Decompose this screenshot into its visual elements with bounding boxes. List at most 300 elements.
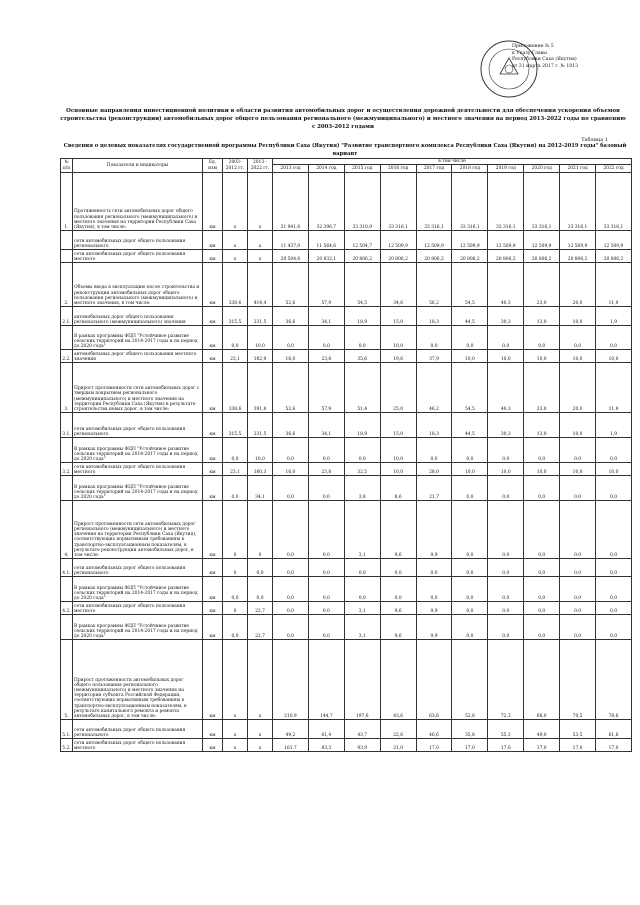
row-period-2013-2022: 22,7 [248, 602, 273, 615]
row-indicator: В рамках программы ФЦП "Устойчивое развитие сельских территорий на 2014-2017 годы и на период до 2020 года" [73, 577, 203, 602]
row-year-value: 0,0 [344, 559, 380, 577]
row-year-value: 9,9 [416, 615, 452, 640]
row-year-value: 33 310,9 [344, 173, 380, 231]
table-row [61, 640, 632, 720]
row-indicator: сети автомобильных дорог общего пользования регионального [73, 559, 203, 577]
row-year-value: 54,5 [452, 263, 488, 307]
row-number: 1. [61, 173, 73, 231]
row-year-value: 8,6 [380, 476, 416, 501]
row-year-value: 40,3 [488, 263, 524, 307]
row-year-value: 0,0 [344, 577, 380, 602]
row-year-value: 30,3 [488, 307, 524, 326]
row-year-value: 13,0 [524, 307, 560, 326]
row-number: 2. [61, 263, 73, 307]
table-row [61, 463, 632, 476]
row-year-value: 12 504,7 [344, 231, 380, 250]
row-period-2013-2022: х [248, 720, 273, 739]
row-year-value: 0,0 [273, 577, 309, 602]
header-year: 2017 год [416, 165, 452, 173]
row-unit: км [203, 577, 223, 602]
row-year-value: 16,0 [273, 463, 309, 476]
table-row [61, 438, 632, 463]
document-title: Основные направления инвестиционной политики в области развития автомобильных дорог и осуществления дорожной деятельности для обеспечения ускорения объемов строительства (реконструкции) автомобильных дорог общего пользования регионального (межмуниципального) и местного значения на период 2013-2022 годы по сравнению с 2003-2012 годами [60, 108, 626, 130]
row-year-value: 0,0 [524, 615, 560, 640]
row-number [61, 577, 73, 602]
row-year-value: 0,0 [452, 602, 488, 615]
row-year-value: 0,0 [488, 476, 524, 501]
row-year-value: 0,0 [488, 438, 524, 463]
row-year-value: 33 316,1 [452, 173, 488, 231]
row-indicator: сети автомобильных дорог общего пользования регионального [73, 413, 203, 438]
row-year-value: 18,3 [416, 307, 452, 326]
row-year-value: 0,0 [308, 501, 344, 559]
row-indicator: автомобильных дорог общего пользования регионального (межмуниципального) значения [73, 307, 203, 326]
row-indicator: Прирост протяженности сети автомобильных дорог с твердым покрытием регионального (межмуниципального) и местного значения на территории Республики Саха (Якутия) в результате строительства новых дорог, в том числе: [73, 363, 203, 413]
row-period-2003-2012: 338,6 [223, 263, 248, 307]
row-number [61, 250, 73, 263]
header-unit: Ед. изм [203, 159, 223, 173]
row-indicator: Протяженность сети автомобильных дорог общего пользования регионального (межмуниципального) и местного значения на территории Республики Саха (Якутия), в том числе: [73, 173, 203, 231]
row-unit: км [203, 363, 223, 413]
row-year-value: 9,6 [380, 501, 416, 559]
row-year-value: 20 806,2 [380, 250, 416, 263]
row-period-2013-2022: х [248, 231, 273, 250]
row-year-value: 12 509,9 [416, 231, 452, 250]
row-period-2003-2012: 0 [223, 559, 248, 577]
row-unit: км [203, 739, 223, 752]
row-year-value: 0,0 [560, 326, 596, 350]
row-number [61, 326, 73, 350]
row-year-value: 83,3 [308, 739, 344, 752]
row-indicator: Прирост протяженности автомобильных дорог общего пользования регионального (межмуниципального) и местного значения на территории субъекта Российской Федерации, соответствующих нормативным требованиям к транспортно-эксплуатационным показателям, в результате капитального ремонта и ремонта автомобильных дорог, в том числе: [73, 640, 203, 720]
row-period-2013-2022: 22,7 [248, 615, 273, 640]
row-year-value: 0,0 [273, 559, 309, 577]
table-row [61, 326, 632, 350]
row-indicator: сети автомобильных дорог общего пользования местного [73, 739, 203, 752]
row-unit: км [203, 413, 223, 438]
row-year-value: 20 504,6 [273, 250, 309, 263]
row-year-value: 0,0 [560, 577, 596, 602]
row-year-value: 28,0 [416, 463, 452, 476]
table-row [61, 250, 632, 263]
row-indicator: сети автомобильных дорог общего пользования местного [73, 463, 203, 476]
row-unit: км [203, 501, 223, 559]
row-year-value: 0,0 [308, 326, 344, 350]
row-year-value: 9,9 [416, 602, 452, 615]
row-indicator: сети автомобильных дорог общего пользования местного [73, 602, 203, 615]
row-year-value: 1,9 [596, 307, 632, 326]
row-number [61, 438, 73, 463]
row-period-2013-2022: 231,5 [248, 413, 273, 438]
row-number [61, 476, 73, 501]
row-year-value: 21,7 [416, 476, 452, 501]
row-period-2003-2012: 0,0 [223, 326, 248, 350]
row-year-value: 10,0 [380, 438, 416, 463]
table-row [61, 720, 632, 739]
row-year-value: 0,0 [524, 476, 560, 501]
row-period-2003-2012: 338,6 [223, 363, 248, 413]
row-year-value: 32,5 [344, 463, 380, 476]
row-year-value: 0,0 [308, 602, 344, 615]
row-year-value: 54,5 [452, 363, 488, 413]
header-year: 2013 год [273, 165, 309, 173]
row-indicator: сети автомобильных дорог общего пользования регионального [73, 720, 203, 739]
row-year-value: 46,2 [416, 363, 452, 413]
row-year-value: 10,0 [596, 463, 632, 476]
row-year-value: 10,0 [452, 350, 488, 363]
row-year-value: 46,6 [416, 720, 452, 739]
row-indicator: В рамках программы ФЦП "Устойчивое развитие сельских территорий на 2014-2017 годы и на период до 2020 года" [73, 438, 203, 463]
row-unit: км [203, 263, 223, 307]
row-unit: км [203, 173, 223, 231]
row-year-value: 43,7 [344, 720, 380, 739]
approval-line: к Указу Главы [512, 50, 547, 56]
row-year-value: 0,0 [273, 615, 309, 640]
row-year-value: 9,9 [416, 501, 452, 559]
row-year-value: 0,0 [452, 559, 488, 577]
row-indicator: Прирост протяженности сети автомобильных дорог регионального (межмуниципального) и местного значения на территории Республики Саха (Якутия), соответствующих нормативным требованиям к транспортно-эксплуатационным показателям, в результате реконструкции автомобильных дорог, в том числе: [73, 501, 203, 559]
row-indicator: В рамках программы ФЦП "Устойчивое развитие сельских территорий на 2014-2017 годы и на период до 2020 года" [73, 476, 203, 501]
row-year-value: 0,0 [560, 476, 596, 501]
row-year-value: 23,0 [524, 363, 560, 413]
row-year-value: 0,0 [380, 577, 416, 602]
row-year-value: 70,5 [560, 640, 596, 720]
row-year-value: 57,9 [308, 263, 344, 307]
row-year-value: 33 316,1 [416, 173, 452, 231]
row-number: 5. [61, 640, 73, 720]
row-year-value: 35,6 [344, 350, 380, 363]
row-period-2003-2012: 0 [223, 602, 248, 615]
row-year-value: 19,6 [380, 350, 416, 363]
table-title: Сведения о целевых показателях государственной программы Республики Саха (Якутия) "Развитие транспортного комплекса Республики Саха (Якутия) на 2012-2019 годы" базовый вариант [63, 143, 627, 157]
row-year-value: 0,0 [416, 577, 452, 602]
row-year-value: 33 316,1 [524, 173, 560, 231]
table-row [61, 739, 632, 752]
table-row [61, 413, 632, 438]
row-year-value: 0,0 [273, 326, 309, 350]
header-year: 2022 год [596, 165, 632, 173]
row-year-value: 20 806,2 [416, 250, 452, 263]
row-year-value: 23,8 [308, 463, 344, 476]
row-year-value: 17,0 [416, 739, 452, 752]
row-period-2003-2012: х [223, 720, 248, 739]
row-year-value: 44,5 [452, 413, 488, 438]
row-year-value: 0,0 [596, 602, 632, 615]
row-year-value: 63,6 [416, 640, 452, 720]
row-year-value: 43,6 [380, 640, 416, 720]
row-year-value: 35,8 [452, 720, 488, 739]
row-number [61, 615, 73, 640]
row-year-value: 144,7 [308, 640, 344, 720]
row-year-value: 0,0 [524, 559, 560, 577]
row-year-value: 210,9 [273, 640, 309, 720]
table-row [61, 476, 632, 501]
row-period-2013-2022: 10,0 [248, 438, 273, 463]
row-year-value: 40,3 [488, 363, 524, 413]
table-number: Таблица 1 [581, 137, 608, 143]
row-unit: км [203, 720, 223, 739]
header-year: 2014 год [308, 165, 344, 173]
row-unit: км [203, 476, 223, 501]
row-year-value: 57,9 [308, 363, 344, 413]
row-unit: км [203, 250, 223, 263]
row-year-value: 0,0 [488, 501, 524, 559]
row-period-2003-2012: х [223, 173, 248, 231]
row-year-value: 0,0 [560, 438, 596, 463]
row-year-value: 3,1 [344, 602, 380, 615]
row-year-value: 0,0 [416, 438, 452, 463]
row-year-value: 10,0 [560, 463, 596, 476]
header-period-2013-2022: 2013 - 2022 гг. [248, 159, 273, 173]
table-row [61, 350, 632, 363]
row-year-value: 16,0 [273, 350, 309, 363]
approval-line: Приложение № 5 [512, 44, 554, 49]
row-number: 3.2. [61, 463, 73, 476]
row-number: 3.1. [61, 413, 73, 438]
row-year-value: 17,0 [596, 739, 632, 752]
row-period-2013-2022: х [248, 173, 273, 231]
row-year-value: 12 509,9 [560, 231, 596, 250]
row-year-value: 20 806,2 [560, 250, 596, 263]
row-year-value: 12 509,9 [524, 231, 560, 250]
row-period-2013-2022: х [248, 640, 273, 720]
row-year-value: 20 832,1 [308, 250, 344, 263]
row-year-value: 1,9 [596, 413, 632, 438]
table-row [61, 577, 632, 602]
row-period-2013-2022: 182,9 [248, 350, 273, 363]
row-year-value: 0,0 [416, 326, 452, 350]
row-year-value: 10,0 [560, 413, 596, 438]
row-year-value: 0,0 [524, 326, 560, 350]
row-year-value: 61,4 [308, 720, 344, 739]
row-year-value: 20 806,2 [524, 250, 560, 263]
row-year-value: 0,0 [488, 326, 524, 350]
row-number: 5.2. [61, 739, 73, 752]
row-period-2013-2022: 10,0 [248, 326, 273, 350]
row-year-value: 0,0 [344, 326, 380, 350]
row-year-value: 20,0 [560, 363, 596, 413]
row-year-value: 23,8 [308, 350, 344, 363]
row-year-value: 10,0 [488, 350, 524, 363]
row-period-2013-2022: 0 [248, 501, 273, 559]
row-year-value: 22,6 [380, 720, 416, 739]
row-year-value: 12 509,9 [596, 231, 632, 250]
row-year-value: 0,0 [273, 438, 309, 463]
row-year-value: 3,1 [344, 615, 380, 640]
row-year-value: 17,0 [524, 739, 560, 752]
approval-line: от 31 марта 2017 г. № 1813 [512, 63, 579, 69]
row-number: 4.2. [61, 602, 73, 615]
row-year-value: 10,0 [524, 350, 560, 363]
table-row [61, 231, 632, 250]
table-row [61, 173, 632, 231]
row-year-value: 20 806,2 [488, 250, 524, 263]
row-year-value: 3,8 [344, 476, 380, 501]
header-year: 2020 год [524, 165, 560, 173]
row-year-value: 20 806,2 [344, 250, 380, 263]
row-year-value: 33 316,1 [488, 173, 524, 231]
row-year-value: 0,0 [596, 326, 632, 350]
approval-block [512, 44, 634, 70]
row-year-value: 13,0 [524, 413, 560, 438]
row-period-2013-2022: 34,1 [248, 476, 273, 501]
row-year-value: 34,1 [308, 307, 344, 326]
row-year-value: 34,1 [308, 413, 344, 438]
row-year-value: 49,0 [524, 720, 560, 739]
table-row [61, 559, 632, 577]
row-year-value: 33 316,1 [560, 173, 596, 231]
row-year-value: 33 316,1 [380, 173, 416, 231]
header-year: 2019 год [488, 165, 524, 173]
row-indicator: В рамках программы ФЦП "Устойчивое развитие сельских территорий на 2014-2017 годы и на период до 2020 года" [73, 615, 203, 640]
row-number: 3. [61, 363, 73, 413]
row-year-value: 56,2 [416, 263, 452, 307]
row-year-value: 17,0 [560, 739, 596, 752]
row-number [61, 231, 73, 250]
row-year-value: 23,0 [524, 263, 560, 307]
row-period-2013-2022: 160,3 [248, 463, 273, 476]
row-year-value: 78,6 [596, 640, 632, 720]
row-year-value: 49,2 [273, 720, 309, 739]
row-year-value: 0,0 [273, 476, 309, 501]
row-year-value: 32 396,7 [308, 173, 344, 231]
row-year-value: 11 564,6 [308, 231, 344, 250]
row-number: 2.2. [61, 350, 73, 363]
row-year-value: 161,7 [273, 739, 309, 752]
row-year-value: 0,0 [560, 615, 596, 640]
row-year-value: 17,0 [452, 739, 488, 752]
row-year-value: 0,0 [273, 602, 309, 615]
row-year-value: 0,0 [596, 476, 632, 501]
row-year-value: 18,9 [344, 413, 380, 438]
row-year-value: 31 941,6 [273, 173, 309, 231]
header-num: № п/п [61, 159, 73, 173]
row-period-2003-2012: 315,5 [223, 413, 248, 438]
row-year-value: 0,0 [308, 577, 344, 602]
header-period-2003-2012: 2003-2012 гг. [223, 159, 248, 173]
row-period-2003-2012: 0,0 [223, 438, 248, 463]
row-year-value: 0,0 [452, 577, 488, 602]
row-year-value: 11,9 [596, 263, 632, 307]
row-year-value: 0,0 [524, 577, 560, 602]
row-year-value: 0,0 [308, 559, 344, 577]
row-year-value: 0,0 [596, 501, 632, 559]
row-year-value: 11 437,0 [273, 231, 309, 250]
table-row [61, 363, 632, 413]
row-number: 4.1. [61, 559, 73, 577]
row-year-value: 17,0 [488, 739, 524, 752]
header-year: 2016 год [380, 165, 416, 173]
row-year-value: 3,1 [344, 501, 380, 559]
row-year-value: 20 806,2 [596, 250, 632, 263]
table-row [61, 263, 632, 307]
row-period-2003-2012: 23,1 [223, 350, 248, 363]
row-year-value: 52,6 [273, 363, 309, 413]
row-year-value: 9,6 [380, 602, 416, 615]
row-year-value: 12 509,9 [380, 231, 416, 250]
row-year-value: 52,8 [452, 640, 488, 720]
row-year-value: 0,0 [488, 615, 524, 640]
header-year: 2018 год [452, 165, 488, 173]
row-year-value: 0,0 [596, 559, 632, 577]
row-year-value: 0,0 [452, 501, 488, 559]
row-year-value: 0,0 [488, 559, 524, 577]
row-year-value: 15,0 [380, 413, 416, 438]
row-year-value: 10,0 [596, 350, 632, 363]
row-unit: км [203, 463, 223, 476]
row-year-value: 72,3 [488, 640, 524, 720]
row-number: 4. [61, 501, 73, 559]
row-period-2013-2022: х [248, 739, 273, 752]
row-year-value: 0,0 [524, 438, 560, 463]
row-unit: км [203, 326, 223, 350]
row-indicator: В рамках программы ФЦП "Устойчивое развитие сельских территорий на 2014-2017 годы и на период до 2020 года" [73, 326, 203, 350]
row-year-value: 0,0 [596, 438, 632, 463]
table-row [61, 307, 632, 326]
header-name: Показатели и индикаторы [73, 159, 203, 173]
row-year-value: 0,0 [452, 438, 488, 463]
row-unit: км [203, 615, 223, 640]
row-indicator: автомобильных дорог общего пользования местного значения [73, 350, 203, 363]
row-unit: км [203, 231, 223, 250]
row-year-value: 0,0 [452, 476, 488, 501]
row-year-value: 0,0 [596, 577, 632, 602]
row-year-value: 10,0 [524, 463, 560, 476]
row-year-value: 0,0 [416, 559, 452, 577]
row-year-value: 18,9 [344, 307, 380, 326]
row-year-value: 51,4 [344, 363, 380, 413]
row-year-value: 10,0 [380, 326, 416, 350]
row-year-value: 0,0 [560, 602, 596, 615]
row-number: 2.1. [61, 307, 73, 326]
indicators-table [60, 158, 632, 752]
row-year-value: 0,0 [380, 559, 416, 577]
row-year-value: 53,5 [560, 720, 596, 739]
row-year-value: 66,0 [524, 640, 560, 720]
row-year-value: 55,3 [488, 720, 524, 739]
row-period-2013-2022: 0,0 [248, 559, 273, 577]
table-row [61, 615, 632, 640]
row-year-value: 0,0 [488, 602, 524, 615]
row-year-value: 36,6 [273, 307, 309, 326]
row-year-value: 36,6 [273, 413, 309, 438]
row-year-value: 0,0 [273, 501, 309, 559]
row-unit: км [203, 602, 223, 615]
row-year-value: 18,3 [416, 413, 452, 438]
row-year-value: 20,0 [560, 263, 596, 307]
row-year-value: 37,9 [416, 350, 452, 363]
row-year-value: 0,0 [596, 615, 632, 640]
row-year-value: 11,9 [596, 363, 632, 413]
approval-line: Республики Саха (Якутия) [512, 57, 577, 63]
row-indicator: сети автомобильных дорог общего пользования местного [73, 250, 203, 263]
row-unit: км [203, 438, 223, 463]
row-year-value: 12 509,9 [488, 231, 524, 250]
row-year-value: 10,0 [452, 463, 488, 476]
row-period-2013-2022: 0,0 [248, 577, 273, 602]
row-year-value: 0,0 [524, 501, 560, 559]
row-year-value: 52,6 [273, 263, 309, 307]
row-year-value: 10,0 [560, 350, 596, 363]
row-year-value: 44,5 [452, 307, 488, 326]
row-year-value: 10,0 [560, 307, 596, 326]
row-year-value: 0,0 [308, 476, 344, 501]
row-period-2003-2012: х [223, 739, 248, 752]
row-period-2003-2012: х [223, 640, 248, 720]
row-year-value: 34,6 [380, 263, 416, 307]
row-year-value: 61,6 [596, 720, 632, 739]
row-indicator: сети автомобильных дорог общего пользования регионального [73, 231, 203, 250]
